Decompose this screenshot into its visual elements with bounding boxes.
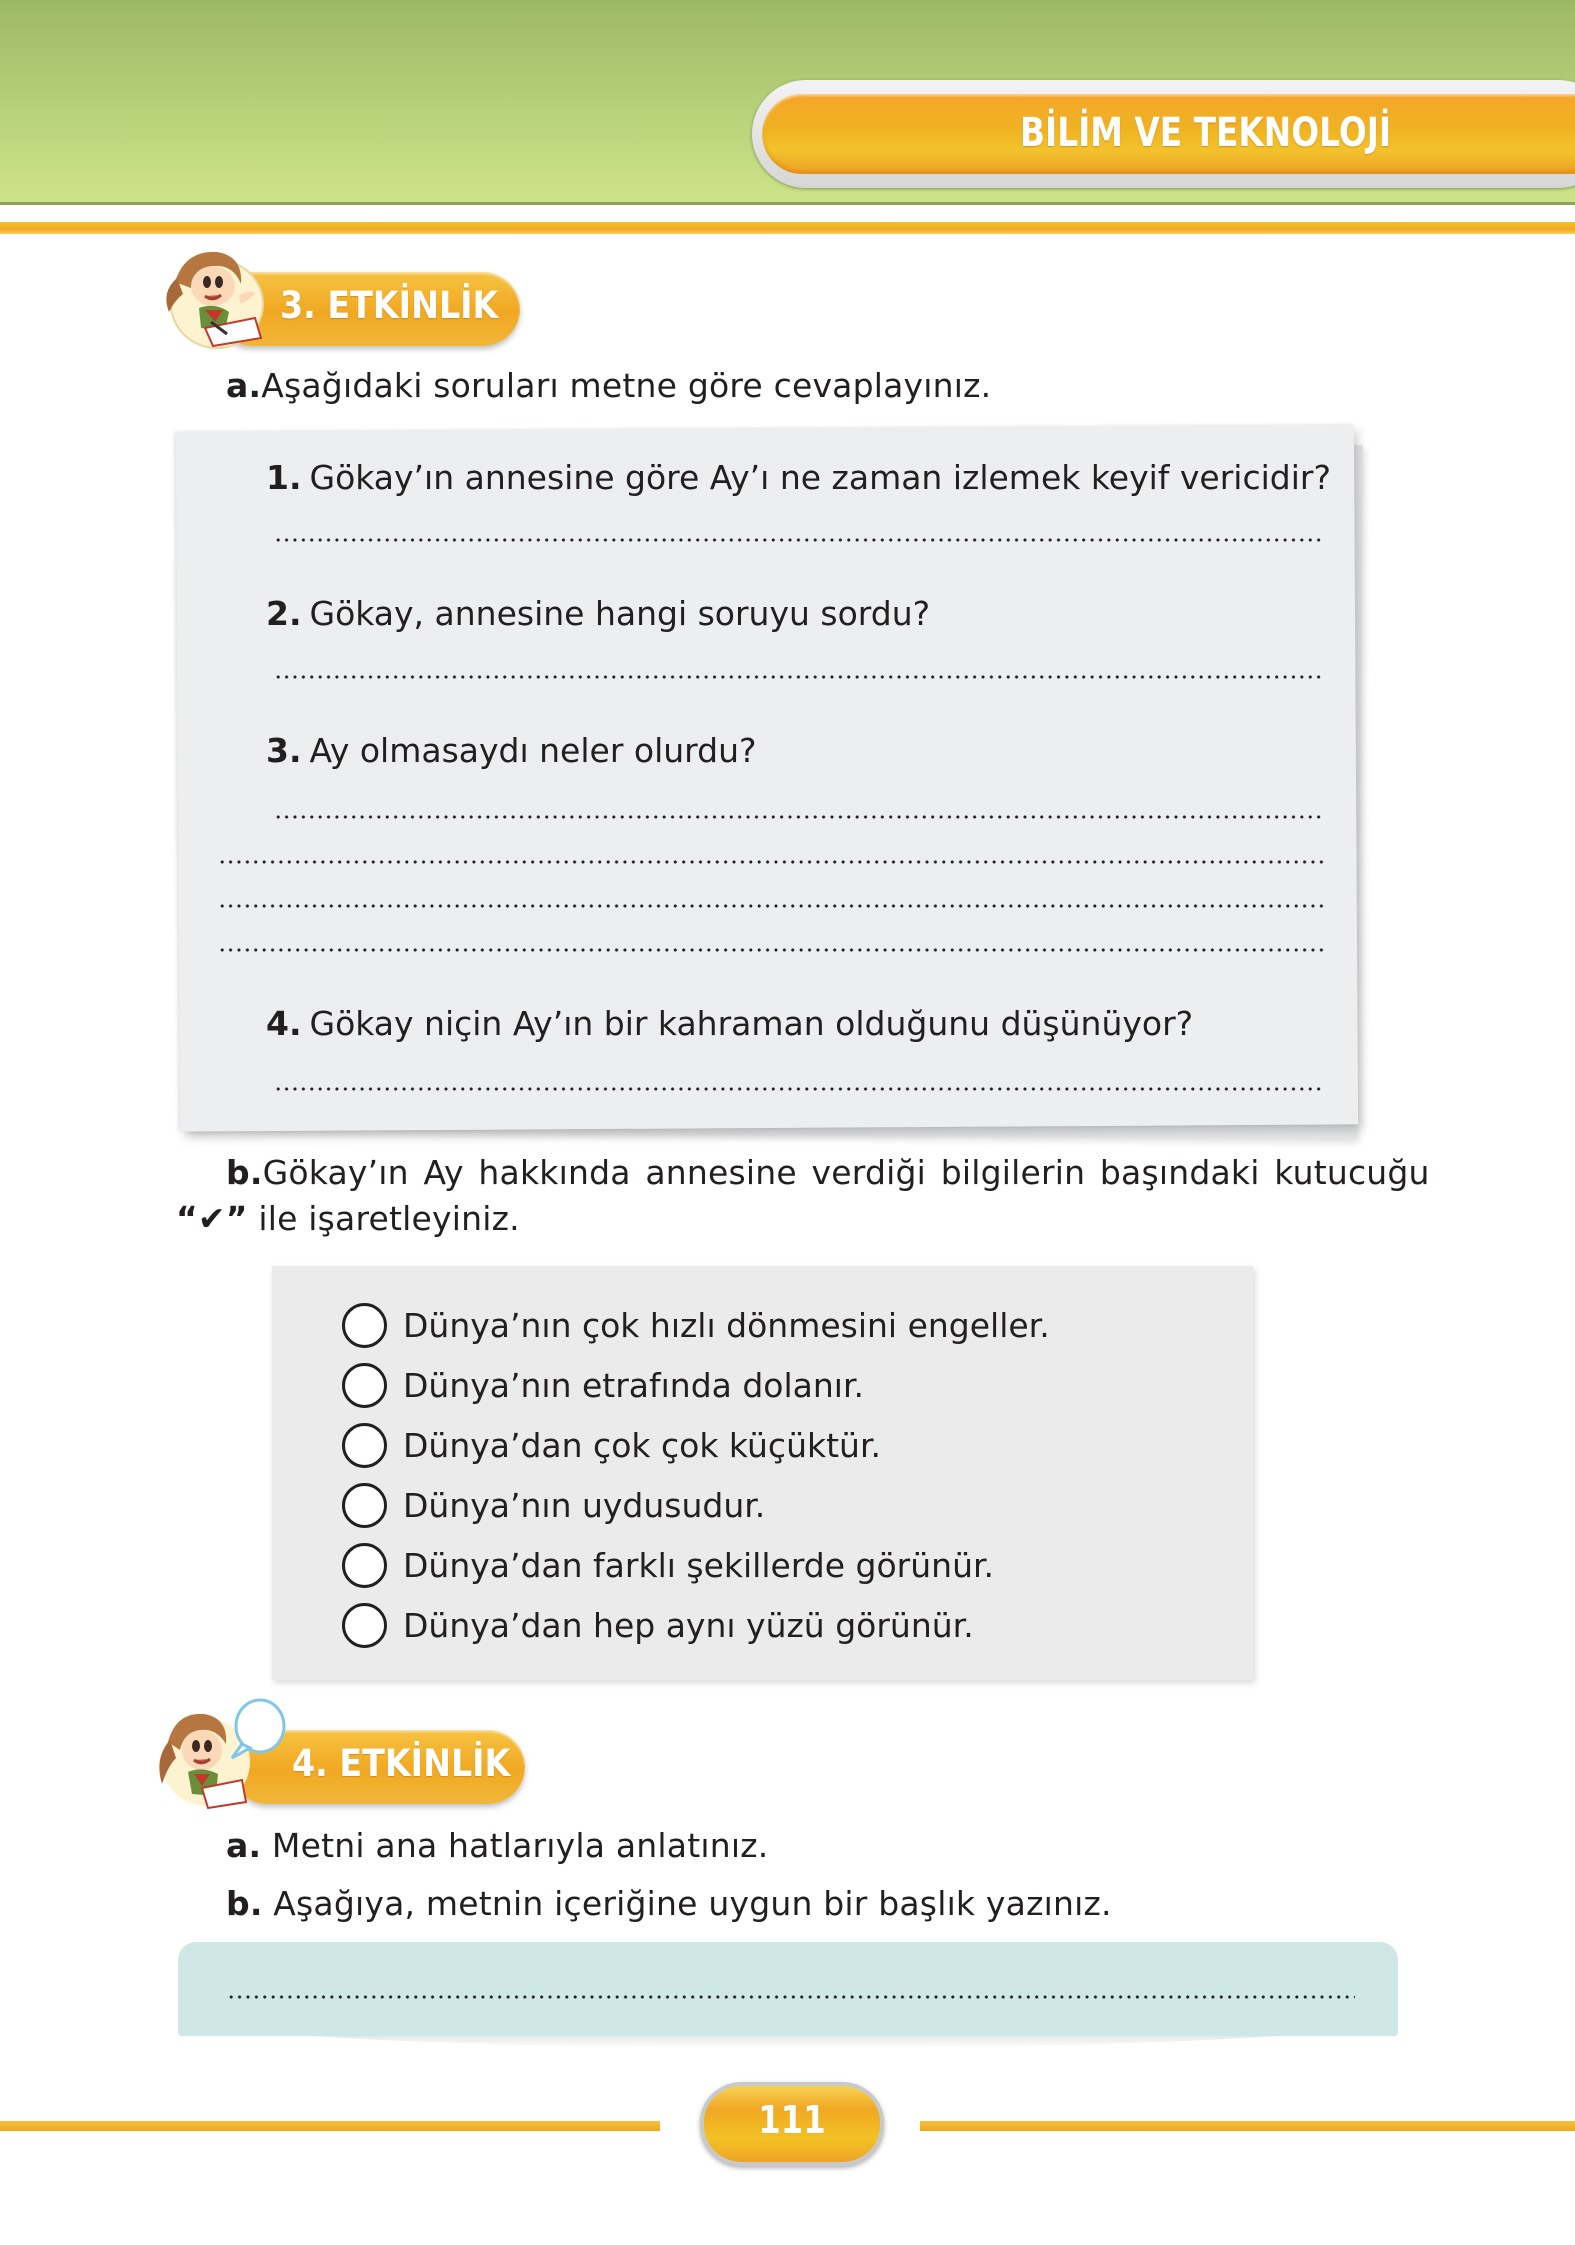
girl-speech-bubble-mascot-icon (150, 1692, 290, 1812)
answer-line-q3-1[interactable] (274, 815, 1324, 819)
part-a-letter: a. (226, 366, 262, 405)
activity-4-title: 4. ETKİNLİK (292, 1742, 511, 1785)
question-text: Gökay’ın annesine göre Ay’ı ne zaman izlemek keyif vericidir? (309, 458, 1331, 497)
part-b-text: Aşağıya, metnin içeriğine uygun bir başlık yazınız. (273, 1884, 1112, 1923)
question-number: 2. (266, 594, 302, 633)
question-1 (266, 458, 1331, 497)
option-label: Dünya’nın uydusudur. (403, 1485, 766, 1525)
option-checkbox[interactable] (342, 1363, 387, 1408)
option-1[interactable] (342, 1300, 1050, 1350)
activity-3b-instruction-line2 (176, 1199, 520, 1238)
question-number: 3. (266, 731, 302, 770)
footer-rule-right (920, 2121, 1575, 2131)
option-2[interactable] (342, 1360, 864, 1410)
header-spacer (0, 208, 1575, 222)
question-number: 4. (266, 1004, 302, 1043)
option-label: Dünya’nın etrafında dolanır. (403, 1365, 865, 1405)
option-4[interactable] (342, 1480, 765, 1530)
answer-line-title[interactable] (227, 1995, 1355, 1999)
footer-rule-left (0, 2121, 660, 2131)
question-4 (266, 1004, 1193, 1043)
option-label: Dünya’dan çok çok küçüktür. (403, 1425, 881, 1465)
option-5[interactable] (342, 1540, 994, 1590)
part-a-text: Aşağıdaki soruları metne göre cevaplayınız. (261, 366, 992, 405)
part-b-letter: b. (226, 1153, 263, 1192)
check-mark-icon: “✔” (176, 1199, 248, 1238)
part-b-text-2: ile işaretleyiniz. (247, 1199, 520, 1238)
part-b-text: Gökay’ın Ay hakkında annesine verdiği bilgilerin başındaki kutucuğu (262, 1153, 1430, 1192)
part-a-text: Metni ana hatlarıyla anlatınız. (271, 1826, 769, 1865)
question-number: 1. (266, 458, 302, 497)
option-checkbox[interactable] (342, 1303, 387, 1348)
activity-3a-instruction (226, 366, 991, 405)
option-checkbox[interactable] (342, 1543, 387, 1588)
section-title: BİLİM VE TEKNOLOJİ (1020, 110, 1392, 156)
option-checkbox[interactable] (342, 1483, 387, 1528)
part-b-letter: b. (226, 1884, 263, 1923)
activity-3b-instruction-line1 (226, 1153, 1430, 1192)
question-text: Ay olmasaydı neler olurdu? (309, 731, 757, 770)
answer-line-q3-3[interactable] (218, 904, 1324, 908)
answer-line-q3-2[interactable] (218, 860, 1324, 864)
option-3[interactable] (342, 1420, 881, 1470)
title-answer-box[interactable] (178, 1942, 1398, 2036)
option-label: Dünya’nın çok hızlı dönmesini engeller. (403, 1305, 1050, 1345)
question-text: Gökay niçin Ay’ın bir kahraman olduğunu düşünüyor? (309, 1004, 1194, 1043)
answer-line-q2[interactable] (274, 675, 1324, 679)
option-label: Dünya’dan farklı şekillerde görünür. (403, 1545, 995, 1585)
option-6[interactable] (342, 1600, 974, 1650)
page-number: 111 (758, 2098, 826, 2142)
activity-4a-instruction (226, 1826, 768, 1865)
answer-line-q4[interactable] (274, 1087, 1324, 1091)
activity-3-title: 3. ETKİNLİK (280, 284, 499, 327)
girl-writing-mascot-icon (155, 242, 275, 352)
option-label: Dünya’dan hep aynı yüzü görünür. (403, 1605, 974, 1645)
answer-line-q3-4[interactable] (218, 948, 1324, 952)
header-rule (0, 222, 1575, 234)
option-checkbox[interactable] (342, 1423, 387, 1468)
activity-4b-instruction (226, 1884, 1112, 1923)
question-text: Gökay, annesine hangi soruyu sordu? (309, 594, 931, 633)
answer-line-q1[interactable] (274, 538, 1324, 542)
part-a-letter: a. (226, 1826, 262, 1865)
question-3 (266, 731, 757, 770)
option-checkbox[interactable] (342, 1603, 387, 1648)
question-2 (266, 594, 930, 633)
